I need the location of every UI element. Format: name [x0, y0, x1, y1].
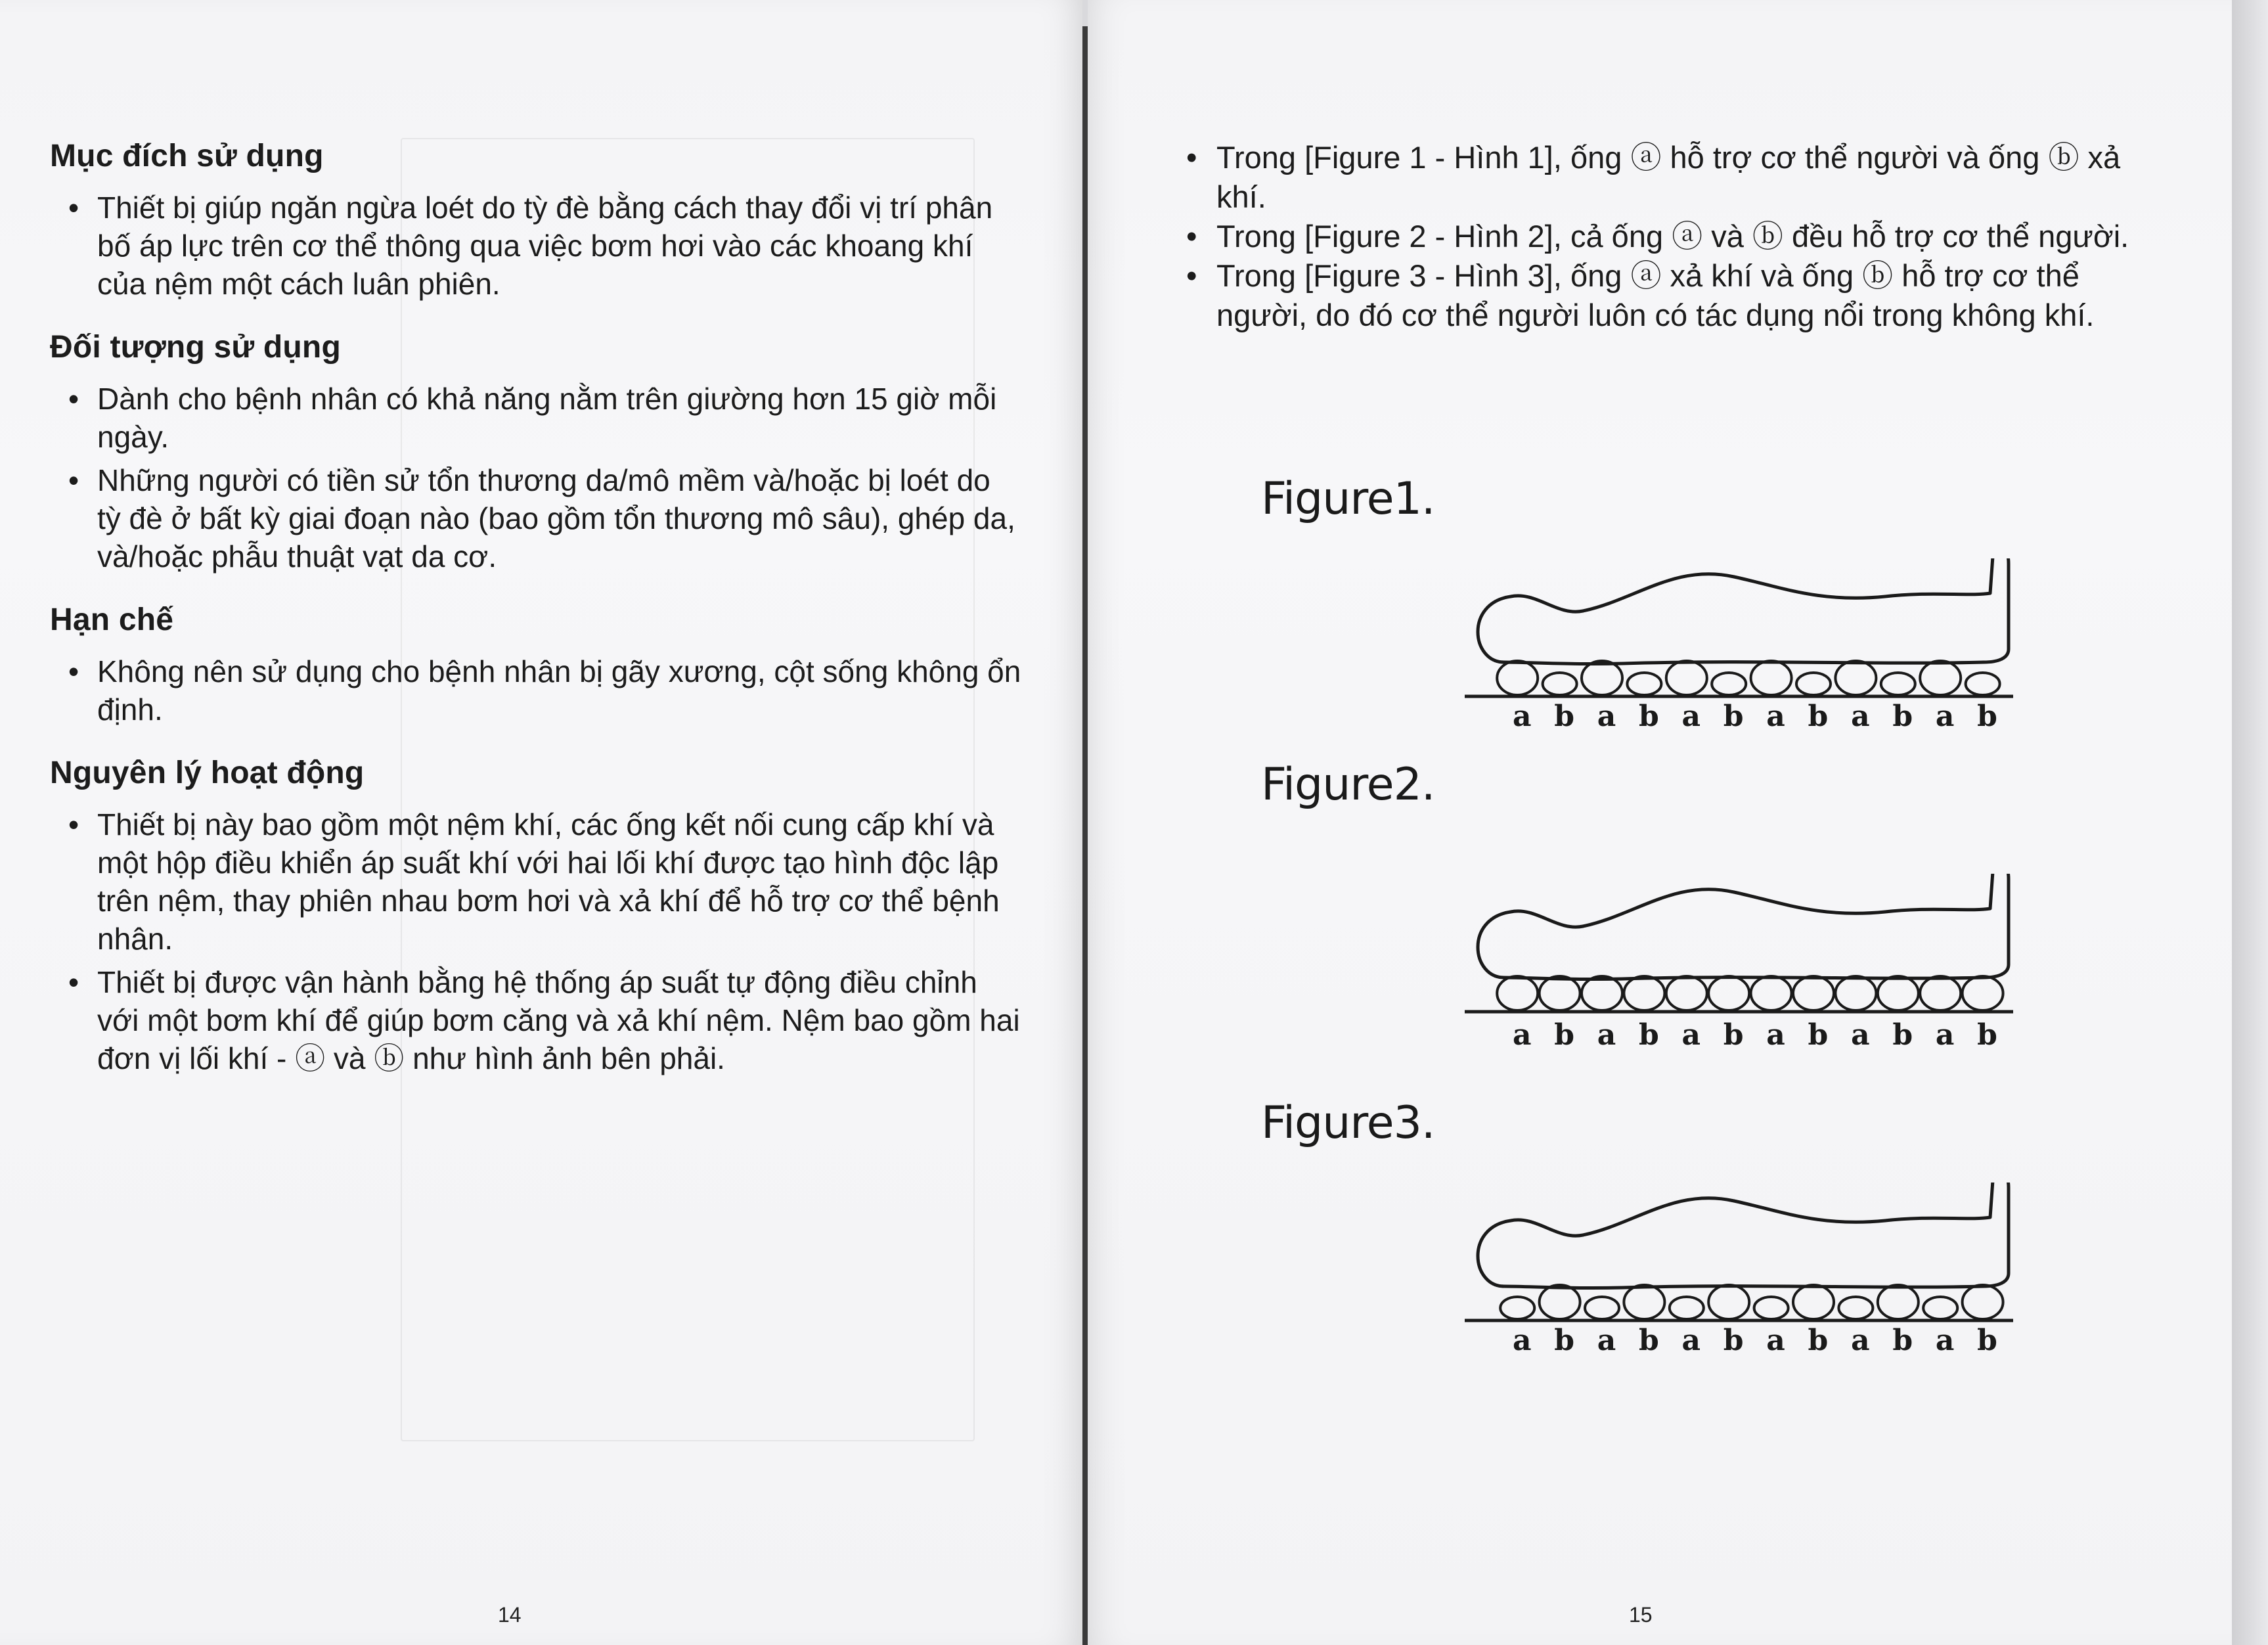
air-cell-b: [1540, 976, 1580, 1010]
cell-label-a: a: [1512, 1324, 1532, 1357]
air-cell-b: [1793, 1285, 1834, 1319]
cell-label-a: a: [1512, 1018, 1532, 1052]
bullet-list: [50, 805, 1022, 1077]
air-cell-a: [1497, 661, 1538, 695]
cell-labels: [1501, 1018, 2009, 1052]
section-heading: Nguyên lý hoạt động: [50, 755, 365, 790]
section-heading: Hạn chế: [50, 602, 174, 637]
cell-label-b: b: [1892, 1324, 1913, 1357]
bullet-item: • Trong [Figure 1 - Hình 1], ống ⓐ hỗ trợ cơ thể người và ống ⓑ xả khí.: [1186, 138, 2171, 217]
cell-label-a: a: [1597, 1018, 1616, 1052]
air-cell-a: [1751, 976, 1792, 1010]
cell-label-a: a: [1851, 700, 1870, 733]
cell-label-a: a: [1597, 700, 1616, 733]
bullet-item: • Dành cho bệnh nhân có khả năng nằm trên giường hơn 15 giờ mỗi ngày.: [50, 380, 1022, 456]
bullet-list: [50, 189, 1022, 303]
air-cell-a: [1835, 661, 1876, 695]
air-cell-b: [1624, 1285, 1664, 1319]
figure-title: Figure3.: [1261, 1097, 1435, 1149]
cell-label-b: b: [1554, 1018, 1574, 1052]
section-heading: Đối tượng sử dụng: [50, 330, 341, 365]
right-page-content: [1186, 138, 2171, 361]
air-cell-a: [1666, 661, 1707, 695]
air-cell-a: [1751, 661, 1792, 695]
air-cell-a: [1920, 976, 1961, 1010]
air-cell-a: [1582, 661, 1622, 695]
air-cell-b: [1966, 673, 2000, 695]
bullet-item: • Thiết bị được vận hành bằng hệ thống áp suất tự động điều chỉnh với một bơm khí để giúp bơm căng và xả khí nệm. Nệm bao gồm hai đơn vị lối khí - ⓐ và ⓑ như hình ảnh bên phải.: [50, 963, 1022, 1077]
left-page: [0, 0, 1082, 1645]
bullet-item: • Trong [Figure 2 - Hình 2], cả ống ⓐ và ⓑ đều hỗ trợ cơ thể người.: [1186, 217, 2171, 256]
air-cell-a: [1920, 661, 1961, 695]
air-cell-b: [1708, 1285, 1749, 1319]
left-page-content: [50, 138, 1022, 1104]
air-cell-a: [1670, 1297, 1704, 1319]
mattress-diagram: [1425, 558, 2030, 710]
cell-label-a: a: [1935, 700, 1955, 733]
air-cell-b: [1881, 673, 1915, 695]
figure-explanation-list: [1186, 138, 2171, 335]
cell-label-b: b: [1723, 700, 1744, 733]
air-cell-b: [1543, 673, 1577, 695]
page-edge: [2232, 0, 2268, 1645]
cell-label-a: a: [1597, 1324, 1616, 1357]
air-cell-b: [1878, 976, 1919, 1010]
cell-label-a: a: [1681, 1324, 1701, 1357]
cell-label-a: a: [1681, 1018, 1701, 1052]
air-cell-a: [1497, 976, 1538, 1010]
air-cell-a: [1666, 976, 1707, 1010]
page-number: 14: [498, 1603, 522, 1627]
bullet-item: • Thiết bị này bao gồm một nệm khí, các ống kết nối cung cấp khí và một hộp điều khiển áp suất khí với hai lối khí được tạo hình độc lập trên nệm, thay phiên nhau bơm hơi và xả khí để hỗ trợ cơ thể bệnh nhân.: [50, 805, 1022, 958]
section-operating-principle: [50, 755, 1022, 1077]
cell-labels: [1501, 1324, 2009, 1357]
cell-label-a: a: [1766, 1018, 1785, 1052]
air-cell-a: [1923, 1297, 1957, 1319]
cell-labels: [1501, 700, 2009, 733]
air-cell-a: [1585, 1297, 1619, 1319]
patient-body-outline: [1478, 1183, 2009, 1288]
air-cell-b: [1878, 1285, 1919, 1319]
bullet-item: • Trong [Figure 3 - Hình 3], ống ⓐ xả khí và ống ⓑ hỗ trợ cơ thể người, do đó cơ thể người luôn có tác dụng nổi trong không khí.: [1186, 256, 2171, 335]
cell-label-a: a: [1681, 700, 1701, 733]
cell-label-a: a: [1766, 1324, 1785, 1357]
cell-label-b: b: [1977, 1324, 1997, 1357]
cell-label-b: b: [1808, 700, 1829, 733]
air-cell-b: [1796, 673, 1831, 695]
section-purpose: [50, 138, 1022, 303]
cell-label-b: b: [1638, 700, 1659, 733]
cell-label-b: b: [1808, 1018, 1829, 1052]
air-cell-a: [1838, 1297, 1873, 1319]
mattress-diagram: [1425, 874, 2030, 1025]
cell-label-a: a: [1851, 1018, 1870, 1052]
patient-body-outline: [1478, 874, 2009, 980]
air-cell-b: [1708, 976, 1749, 1010]
air-cell-b: [1963, 976, 2003, 1010]
air-cell-a: [1835, 976, 1876, 1010]
patient-body-outline: [1478, 558, 2009, 664]
bullet-list: [50, 652, 1022, 729]
cell-label-b: b: [1638, 1018, 1659, 1052]
air-cell-b: [1540, 1285, 1580, 1319]
mattress-diagram: [1425, 1183, 2030, 1334]
cell-label-a: a: [1766, 700, 1785, 733]
cell-label-b: b: [1977, 1018, 1997, 1052]
air-cell-b: [1712, 673, 1746, 695]
cell-label-b: b: [1977, 700, 1997, 733]
bullet-item: • Không nên sử dụng cho bệnh nhân bị gãy xương, cột sống không ổn định.: [50, 652, 1022, 729]
cell-label-b: b: [1892, 700, 1913, 733]
cell-label-a: a: [1935, 1324, 1955, 1357]
section-users: [50, 329, 1022, 575]
air-cell-a: [1582, 976, 1622, 1010]
cell-label-b: b: [1638, 1324, 1659, 1357]
cell-label-a: a: [1851, 1324, 1870, 1357]
air-cell-a: [1754, 1297, 1789, 1319]
air-cell-b: [1963, 1285, 2003, 1319]
air-cell-a: [1500, 1297, 1534, 1319]
cell-label-b: b: [1554, 700, 1574, 733]
air-cell-b: [1793, 976, 1834, 1010]
cell-label-b: b: [1892, 1018, 1913, 1052]
page-number: 15: [1629, 1603, 1653, 1627]
section-heading: Mục đích sử dụng: [50, 139, 324, 173]
air-cell-b: [1624, 976, 1664, 1010]
bullet-list: [50, 380, 1022, 575]
cell-label-a: a: [1935, 1018, 1955, 1052]
bullet-item: • Những người có tiền sử tổn thương da/mô mềm và/hoặc bị loét do tỳ đè ở bất kỳ giai đoạn nào (bao gồm tổn thương mô sâu), ghép da, và/hoặc phẫu thuật vạt da cơ.: [50, 461, 1022, 575]
cell-label-a: a: [1512, 700, 1532, 733]
bullet-item: • Thiết bị giúp ngăn ngừa loét do tỳ đè bằng cách thay đổi vị trí phân bố áp lực trên cơ thể thông qua việc bơm hơi vào các khoang khí của nệm một cách luân phiên.: [50, 189, 1022, 303]
cell-label-b: b: [1808, 1324, 1829, 1357]
cell-label-b: b: [1723, 1324, 1744, 1357]
figure-title: Figure1.: [1261, 473, 1435, 525]
cell-label-b: b: [1723, 1018, 1744, 1052]
cell-label-b: b: [1554, 1324, 1574, 1357]
air-cell-b: [1627, 673, 1661, 695]
section-limitations: [50, 602, 1022, 729]
figure-title: Figure2.: [1261, 759, 1435, 811]
spine-gutter: [1082, 26, 1088, 1645]
